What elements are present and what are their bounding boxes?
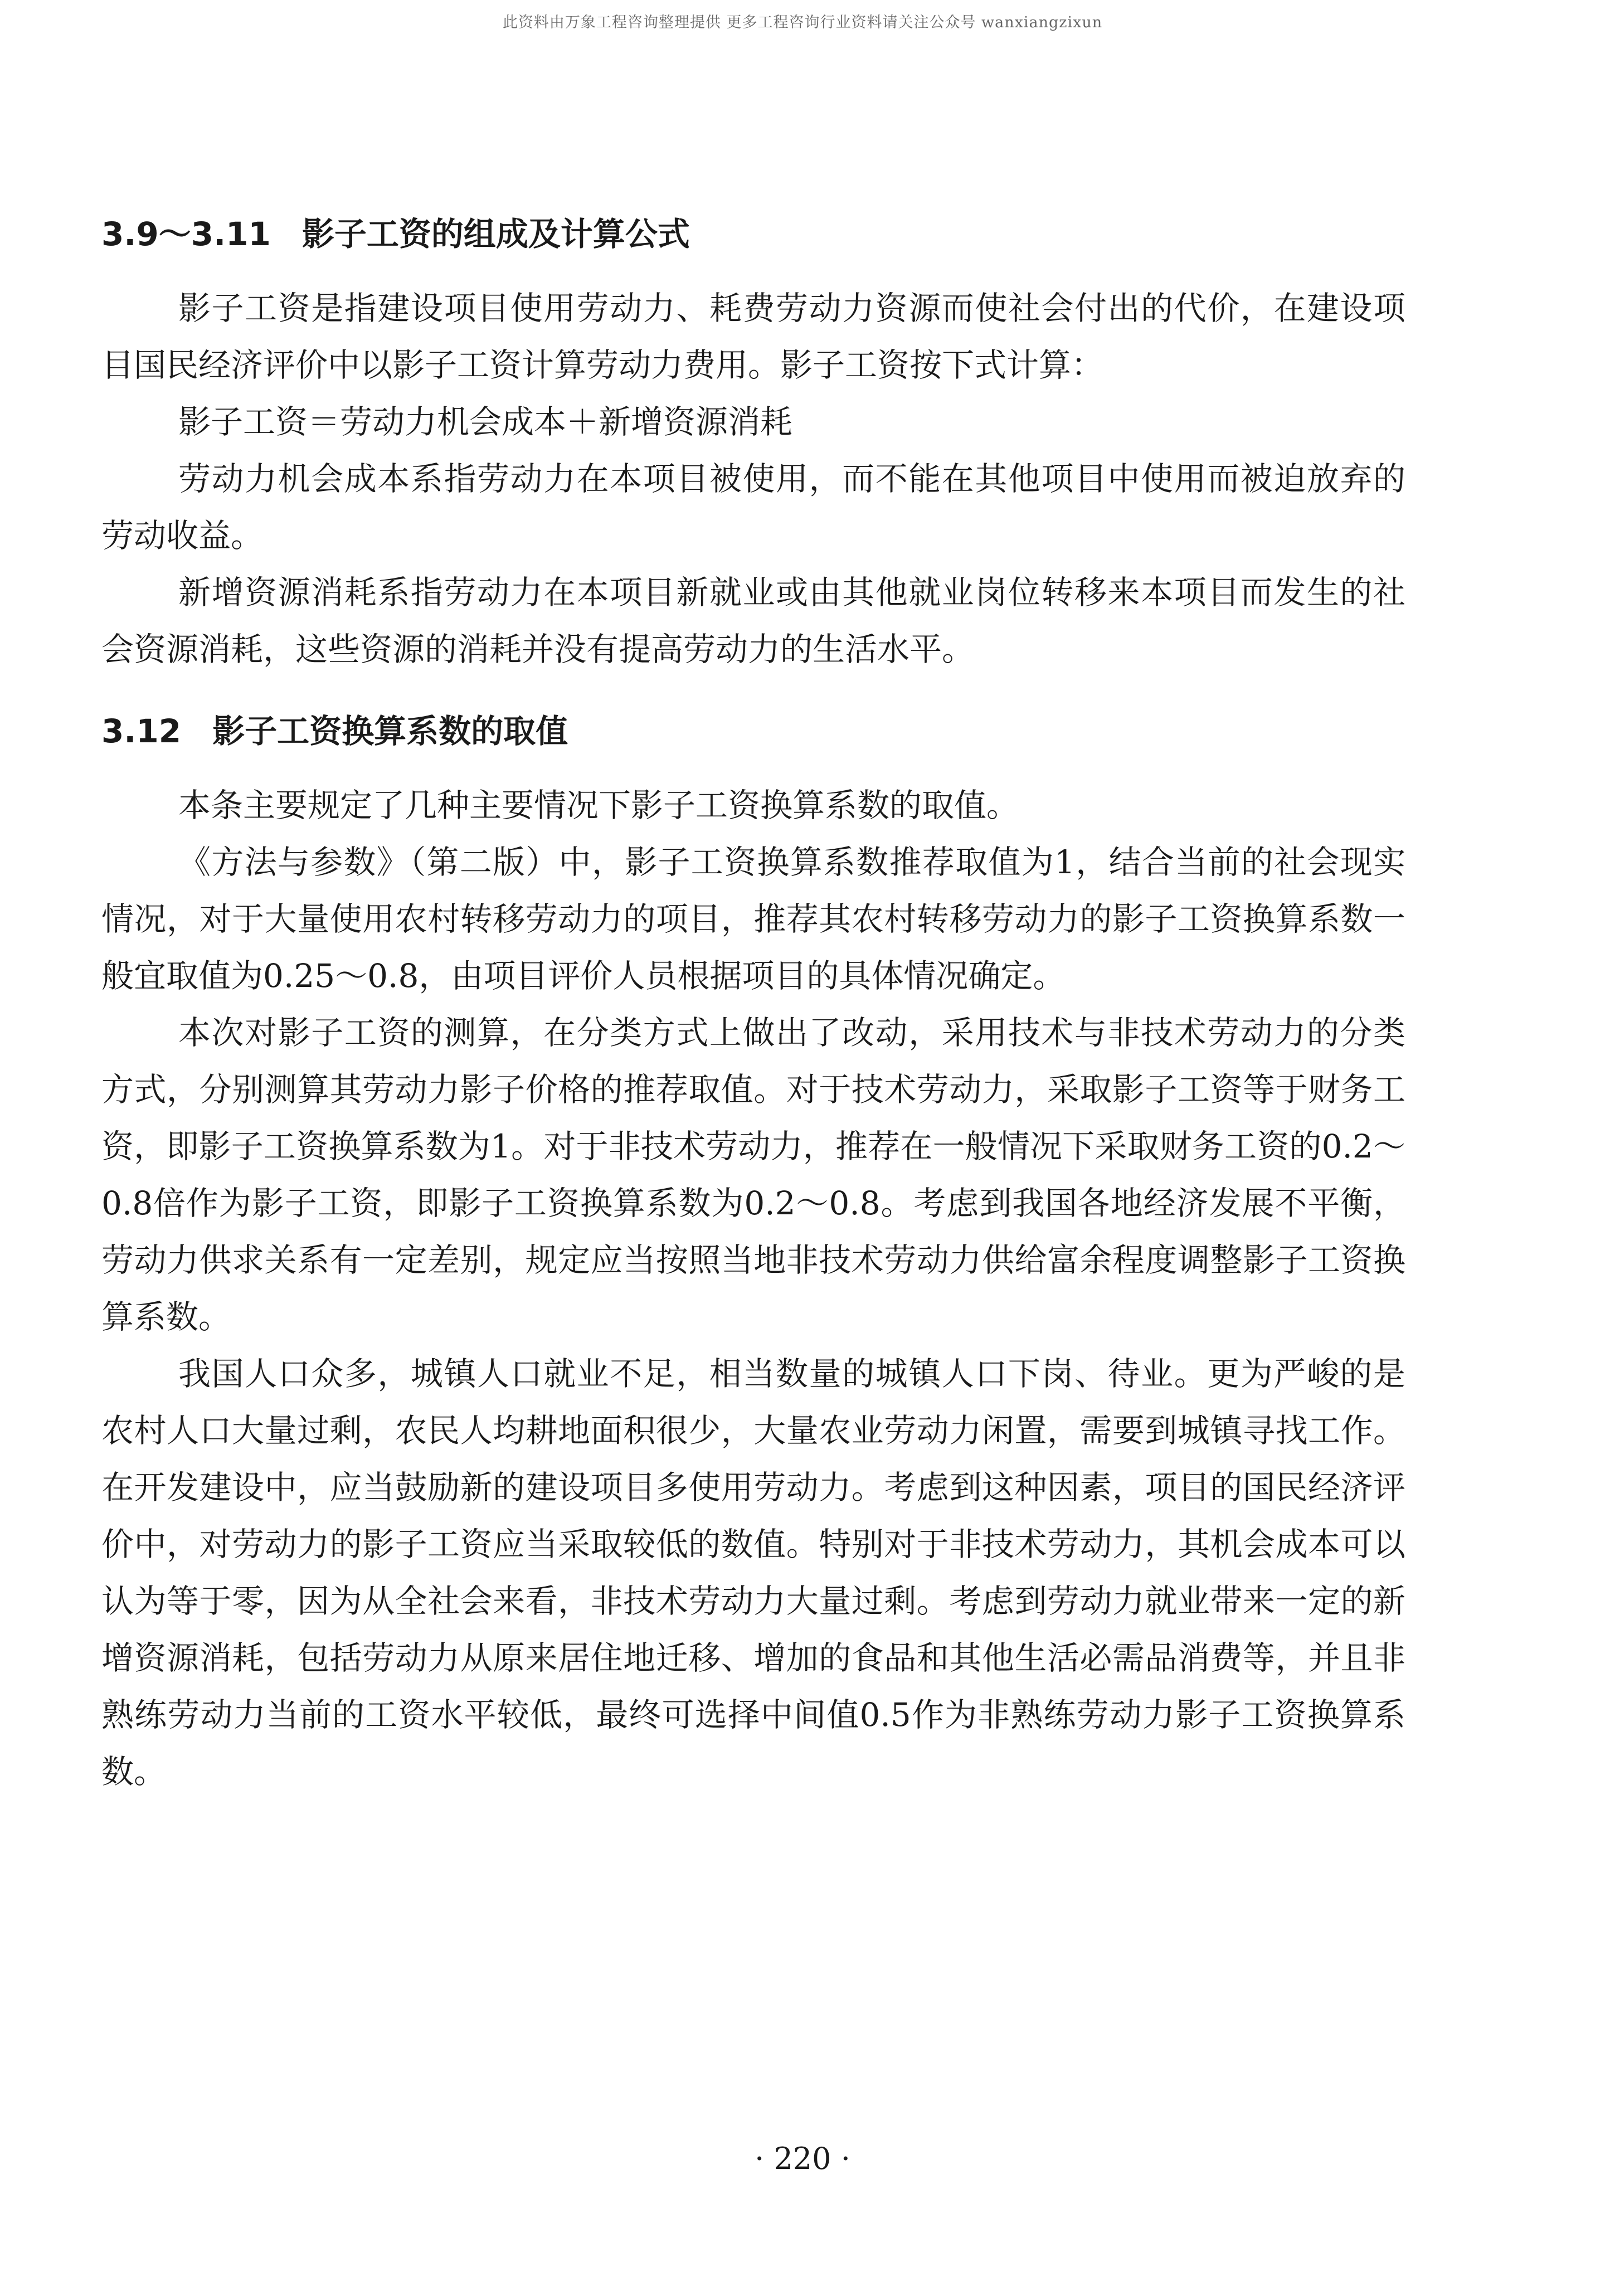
section-number: 3.9～3.11 xyxy=(101,215,271,253)
paragraph: 新增资源消耗系指劳动力在本项目新就业或由其他就业岗位转移来本项目而发生的社会资源消耗，这些资源的消耗并没有提高劳动力的生活水平。 xyxy=(101,573,1405,668)
paragraph: 劳动力机会成本系指劳动力在本项目被使用，而不能在其他项目中使用而被迫放弃的劳动收益。 xyxy=(101,460,1405,554)
page-content xyxy=(101,212,1405,1800)
section-heading-3-9 xyxy=(101,212,1405,256)
formula-line: 影子工资＝劳动力机会成本＋新增资源消耗 xyxy=(178,403,793,441)
paragraph: 我国人口众多，城镇人口就业不足，相当数量的城镇人口下岗、待业。更为严峻的是农村人口大量过剩，农民人均耕地面积很少，大量农业劳动力闲置，需要到城镇寻找工作。在开发建设中，应当鼓励新的建设项目多使用劳动力。考虑到这种因素，项目的国民经济评价中，对劳动力的影子工资应当采取较低的数值。特别对于非技术劳动力，其机会成本可以认为等于零，因为从全社会来看，非技术劳动力大量过剩。考虑到劳动力就业带来一定的新增资源消耗，包括劳动力从原来居住地迁移、增加的食品和其他生活必需品消费等，并且非熟练劳动力当前的工资水平较低，最终可选择中间值0.5作为非熟练劳动力影子工资换算系数。 xyxy=(101,1355,1405,1791)
page-number: · 220 · xyxy=(755,2141,850,2176)
section-title: 影子工资的组成及计算公式 xyxy=(301,215,690,253)
section-number: 3.12 xyxy=(101,712,182,750)
paragraph: 《方法与参数》（第二版）中，影子工资换算系数推荐取值为1，结合当前的社会现实情况，对于大量使用农村转移劳动力的项目，推荐其农村转移劳动力的影子工资换算系数一般宜取值为0.25～0.8，由项目评价人员根据项目的具体情况确定。 xyxy=(101,843,1405,995)
watermark-banner: 此资料由万象工程咨询整理提供 更多工程咨询行业资料请关注公众号 wanxiangzixun xyxy=(502,14,1103,31)
section-title: 影子工资换算系数的取值 xyxy=(212,712,568,750)
paragraph: 本次对影子工资的测算，在分类方式上做出了改动，采用技术与非技术劳动力的分类方式，分别测算其劳动力影子价格的推荐取值。对于技术劳动力，采取影子工资等于财务工资，即影子工资换算系数为1。对于非技术劳动力，推荐在一般情况下采取财务工资的0.2～0.8倍作为影子工资，即影子工资换算系数为0.2～0.8。考虑到我国各地经济发展不平衡，劳动力供求关系有一定差别，规定应当按照当地非技术劳动力供给富余程度调整影子工资换算系数。 xyxy=(101,1014,1405,1336)
paragraph: 本条主要规定了几种主要情况下影子工资换算系数的取值。 xyxy=(178,786,1019,824)
paragraph: 影子工资是指建设项目使用劳动力、耗费劳动力资源而使社会付出的代价，在建设项目国民经济评价中以影子工资计算劳动力费用。影子工资按下式计算： xyxy=(101,289,1405,384)
section-heading-3-12 xyxy=(101,709,1405,753)
